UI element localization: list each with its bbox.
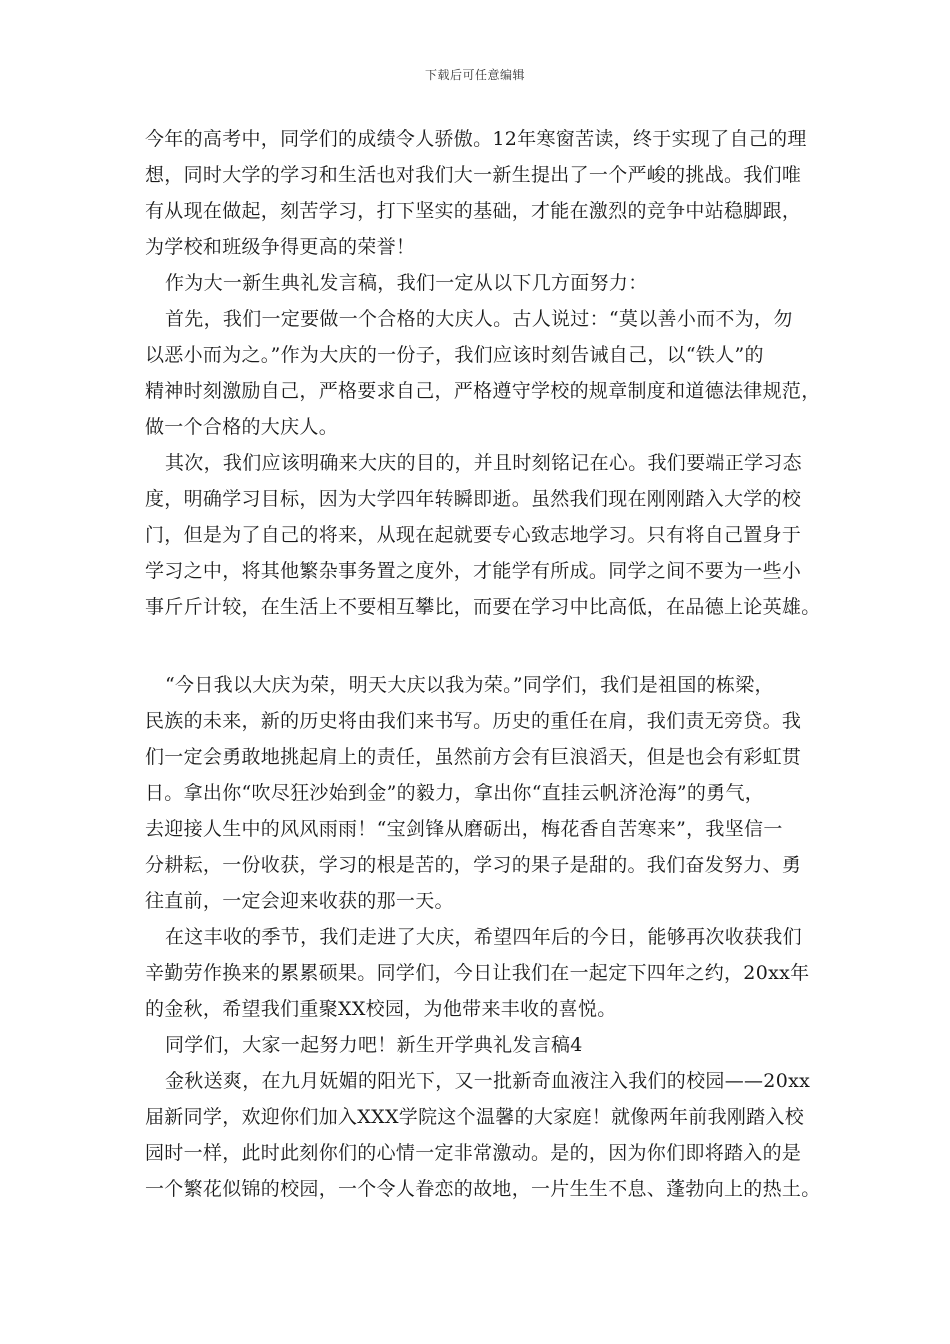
text-line: 们一定会勇敢地挑起肩上的责任，虽然前方会有巨浪滔天，但是也会有彩虹贯: [145, 746, 802, 768]
text-line: 精神时刻激励自己，严格要求自己，严格遵守学校的规章制度和道德法律规范，: [145, 380, 821, 402]
text-line: 今年的高考中，同学们的成绩令人骄傲。12年寒窗苦读，终于实现了自己的理: [145, 128, 807, 150]
text-line: 门，但是为了自己的将来，从现在起就要专心致志地学习。只有将自己置身于: [145, 524, 802, 546]
text-line: 在这丰收的季节，我们走进了大庆，希望四年后的今日，能够再次收获我们: [165, 926, 802, 948]
text-line: 辛勤劳作换来的累累硕果。同学们，今日让我们在一起定下四年之约，20xx年: [145, 962, 810, 984]
text-line: 为学校和班级争得更高的荣誉！: [145, 236, 416, 258]
text-line: “今日我以大庆为荣，明天大庆以我为荣。”同学们，我们是祖国的栋梁，: [165, 674, 774, 696]
text-line: 分耕耘，一份收获，学习的根是苦的，学习的果子是甜的。我们奋发努力、勇: [145, 854, 802, 876]
page-header: 下载后可任意编辑: [424, 68, 525, 82]
text-line: 日。拿出你“吹尽狂沙始到金”的毅力，拿出你“直挂云帆济沧海”的勇气，: [145, 782, 765, 804]
text-line: 度，明确学习目标，因为大学四年转瞬即逝。虽然我们现在刚刚踏入大学的校: [145, 488, 802, 510]
text-line: 的金秋，希望我们重聚XX校园，为他带来丰收的喜悦。: [145, 998, 617, 1020]
text-line: 去迎接人生中的风风雨雨！“宝剑锋从磨砺出，梅花香自苦寒来”，我坚信一: [145, 818, 783, 840]
text-line: 民族的未来，新的历史将由我们来书写。历史的重任在肩，我们责无旁贷。我: [145, 710, 802, 732]
text-line: 有从现在做起，刻苦学习，打下坚实的基础，才能在激烈的竞争中站稳脚跟，: [145, 200, 802, 222]
text-line: 同学们，大家一起努力吧！新生开学典礼发言稿4: [165, 1034, 583, 1056]
text-line: 首先，我们一定要做一个合格的大庆人。古人说过：“莫以善小而不为，勿: [165, 308, 793, 330]
text-line: 届新同学，欢迎你们加入XXX学院这个温馨的大家庭！就像两年前我刚踏入校: [145, 1106, 805, 1128]
text-line: 以恶小而为之。”作为大庆的一份子，我们应该时刻告诫自己，以“铁人”的: [145, 344, 764, 366]
text-line: 作为大一新生典礼发言稿，我们一定从以下几方面努力：: [165, 272, 648, 294]
text-line: 事斤斤计较，在生活上不要相互攀比，而要在学习中比高低，在品德上论英雄。: [145, 596, 821, 618]
text-line: 想，同时大学的学习和生活也对我们大一新生提出了一个严峻的挑战。我们唯: [145, 164, 802, 186]
text-line: 做一个合格的大庆人。: [145, 416, 339, 438]
text-line: 往直前，一定会迎来收获的那一天。: [145, 890, 454, 912]
text-line: 园时一样，此时此刻你们的心情一定非常激动。是的，因为你们即将踏入的是: [145, 1142, 802, 1164]
text-line: 金秋送爽，在九月妩媚的阳光下，又一批新奇血液注入我们的校园——20xx: [165, 1070, 811, 1092]
text-line: 学习之中，将其他繁杂事务置之度外，才能学有所成。同学之间不要为一些小: [145, 560, 802, 582]
text-line: 一个繁花似锦的校园，一个令人眷恋的故地，一片生生不息、蓬勃向上的热土。: [145, 1178, 821, 1200]
text-line: 其次，我们应该明确来大庆的目的，并且时刻铭记在心。我们要端正学习态: [165, 452, 802, 474]
